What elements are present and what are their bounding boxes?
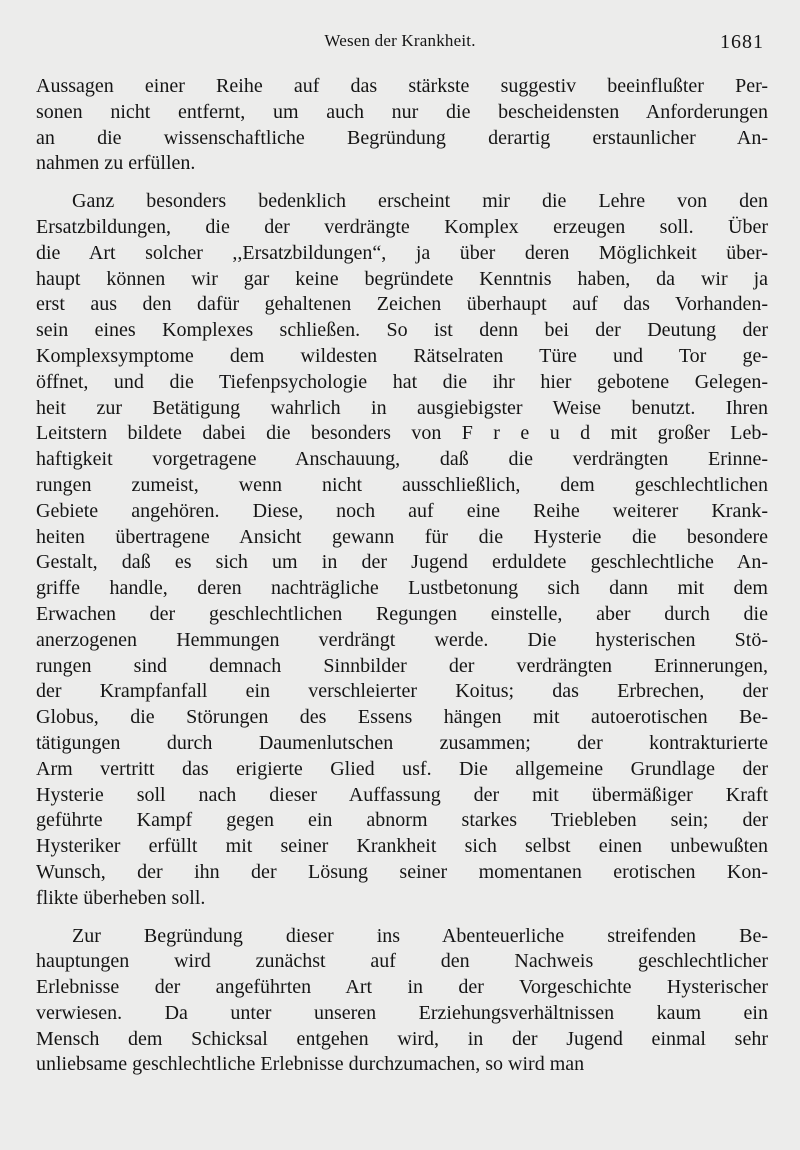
text-line: Hysterie soll nach dieser Auffassung der mit übermäßiger Kraft <box>36 783 768 806</box>
text-line: Hysteriker erfüllt mit seiner Krankheit sich selbst einen unbewußten <box>36 835 768 858</box>
text-line: Zur Begründung dieser ins Abenteuerliche streifenden Be- <box>72 924 768 947</box>
text-line: Aussagen einer Reihe auf das stärkste suggestiv beeinflußter Per- <box>36 75 768 97</box>
text-line: haupt können wir gar keine begründete Kenntnis haben, da wir ja <box>36 267 768 290</box>
text-line: öffnet, und die Tiefenpsychologie hat die ihr hier gebotene Gelegen- <box>36 370 768 393</box>
text-line: verwiesen. Da unter unseren Erziehungsverhältnissen kaum ein <box>36 1001 768 1024</box>
text-line: tätigungen durch Daumenlutschen zusammen; der kontrakturierte <box>36 731 768 754</box>
text-line: nahmen zu erfüllen. <box>36 152 196 175</box>
text-line: flikte überheben soll. <box>36 886 206 909</box>
text-line: an die wissenschaftliche Begründung derartig erstaunlicher An- <box>36 126 768 149</box>
text-line: hauptungen wird zunächst auf den Nachweis geschlechtlicher <box>36 950 768 973</box>
text-line: Ersatzbildungen, die der verdrängte Komplex erzeugen soll. Über <box>36 215 768 238</box>
text-line: sein eines Komplexes schließen. So ist denn bei der Deutung der <box>36 319 768 342</box>
text-line: anerzogenen Hemmungen verdrängt werde. Die hysterischen Stö- <box>36 628 768 651</box>
text-line: Komplexsymptome dem wildesten Rätselraten Türe und Tor ge- <box>36 344 768 367</box>
text-line: Gebiete angehören. Diese, noch auf eine Reihe weiterer Krank- <box>36 499 768 522</box>
text-line: der Krampfanfall ein verschleierter Koitus; das Erbrechen, der <box>36 680 768 703</box>
paragraph-gap <box>36 912 768 924</box>
text-line: haftigkeit vorgetragene Anschauung, daß die verdrängten Erinne- <box>36 448 768 471</box>
text-line: griffe handle, deren nachträgliche Lustbetonung sich dann mit dem <box>36 577 768 600</box>
text-line: Gestalt, daß es sich um in der Jugend erduldete geschlechtliche An- <box>36 551 768 574</box>
text-line: rungen zumeist, wenn nicht ausschließlich, dem geschlechtlichen <box>36 473 768 496</box>
text-line: sonen nicht entfernt, um auch nur die bescheidensten Anforderungen <box>36 100 768 123</box>
paragraph-gap <box>36 177 768 189</box>
page-number: 1681 <box>720 31 764 53</box>
text-line: Arm vertritt das erigierte Glied usf. Die allgemeine Grundlage der <box>36 757 768 780</box>
paragraph <box>36 189 768 911</box>
text-line: die Art solcher ,,Ersatzbildungen“, ja über deren Möglichkeit über- <box>36 241 768 264</box>
text-line: heiten übertragene Ansicht gewann für die Hysterie die besondere <box>36 525 768 548</box>
text-line: erst aus den dafür gehaltenen Zeichen überhaupt auf das Vorhanden- <box>36 293 768 316</box>
paragraph <box>36 74 768 177</box>
text-line: unliebsame geschlechtliche Erlebnisse durchzumachen, so wird man <box>36 1053 585 1076</box>
text-line: Globus, die Störungen des Essens hängen mit autoerotischen Be- <box>36 706 768 729</box>
running-header-title: Wesen der Krankheit. <box>324 31 476 50</box>
text-line: Leitstern bildete dabei die besonders von F r e u d mit großer Leb- <box>36 422 768 445</box>
text-line: Erlebnisse der angeführten Art in der Vorgeschichte Hysterischer <box>36 976 768 999</box>
text-line: rungen sind demnach Sinnbilder der verdrängten Erinnerungen, <box>36 654 768 677</box>
text-line: Erwachen der geschlechtlichen Regungen einstelle, aber durch die <box>36 602 768 625</box>
text-line: Mensch dem Schicksal entgehen wird, in der Jugend einmal sehr <box>36 1027 768 1050</box>
text-line: heit zur Betätigung wahrlich in ausgiebigster Weise benutzt. Ihren <box>36 396 768 419</box>
paragraph <box>36 924 768 1079</box>
text-line: Ganz besonders bedenklich erscheint mir die Lehre von den <box>72 190 768 213</box>
body-text <box>36 74 768 1078</box>
text-line: geführte Kampf gegen ein abnorm starkes Triebleben sein; der <box>36 809 768 832</box>
text-line: Wunsch, der ihn der Lösung seiner momentanen erotischen Kon- <box>36 860 768 883</box>
